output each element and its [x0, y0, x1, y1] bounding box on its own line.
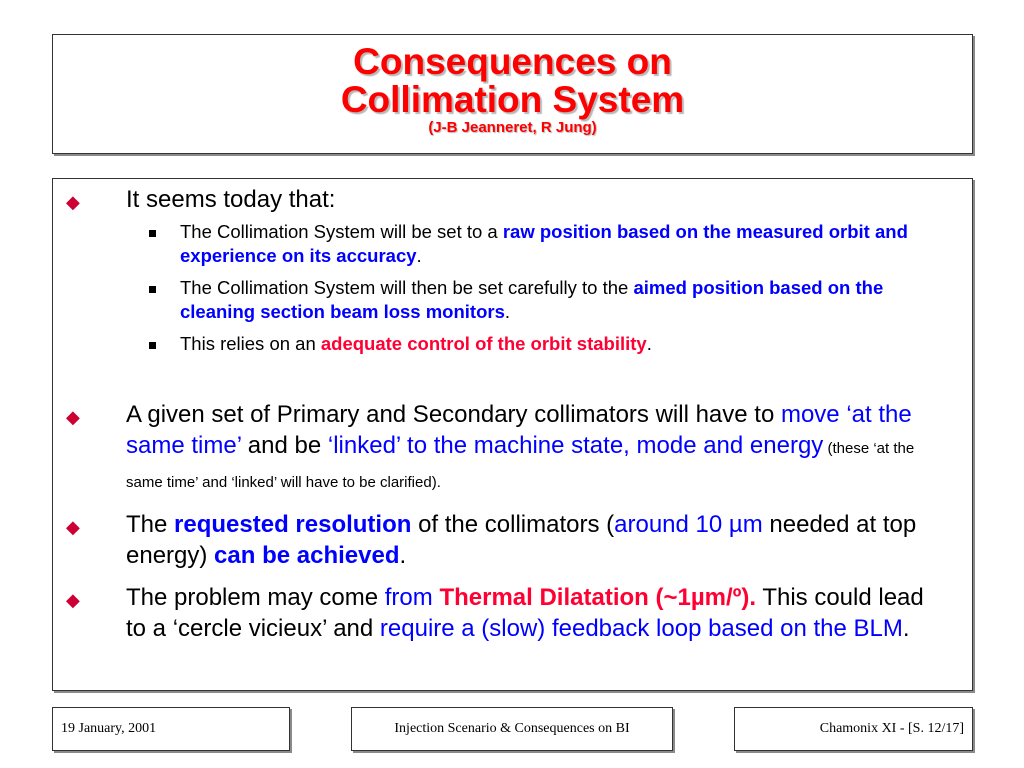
bullet-item-3	[53, 509, 972, 571]
sub-bullet-2-end: .	[504, 301, 511, 322]
diamond-icon: ◆	[66, 590, 80, 610]
sub-bullet-1-text: The Collimation System will be set to a	[180, 221, 503, 242]
bullet-list	[53, 184, 972, 644]
title-box	[52, 34, 973, 154]
sub-bullet-1	[53, 220, 972, 268]
slide-title-line1: Consequences on	[353, 41, 672, 82]
slide-title-line2: Collimation System	[340, 79, 685, 120]
bullet-3-highlight-2: around 10 µm	[614, 511, 763, 538]
bullet-item-4	[53, 582, 972, 644]
bullet-3-text: The	[126, 511, 175, 538]
bullet-item-2	[53, 399, 972, 498]
sub-bullet-2-highlight: aimed position based on the cleaning section beam loss monitors	[180, 277, 884, 322]
bullet-3-highlight-1: requested resolution	[174, 511, 412, 538]
bullet-4-text: The problem may come	[126, 584, 385, 611]
bullet-2-highlight-1: move ‘at the same time’	[126, 401, 912, 459]
footer-date: 19 January, 2001	[52, 707, 290, 751]
bullet-4-end: .	[902, 615, 910, 642]
bullet-4-highlight-3: require a (slow) feedback loop based on the BLM	[379, 615, 903, 642]
bullet-1-text: It seems today that:	[126, 186, 336, 213]
bullet-3-mid-1: of the collimators (	[411, 511, 615, 538]
bullet-3-highlight-3: can be achieved	[214, 542, 400, 569]
footer-title: Injection Scenario & Consequences on BI	[351, 707, 673, 751]
square-icon	[149, 230, 156, 237]
bullet-2-mid: and be	[241, 432, 328, 459]
sub-bullet-1-end: .	[416, 245, 422, 266]
diamond-icon: ◆	[66, 517, 80, 537]
diamond-icon: ◆	[66, 192, 80, 212]
bullet-2-note: (these ‘at the same time’ and ‘linked’ will have to be clarified).	[126, 440, 915, 491]
bullet-item-1	[53, 184, 972, 215]
sub-bullet-3	[53, 332, 972, 356]
sub-bullet-3-text: This relies on an	[180, 333, 321, 354]
diamond-icon: ◆	[66, 407, 80, 427]
content-box	[52, 178, 973, 691]
bullet-4-highlight-1: from	[384, 584, 433, 611]
sub-bullet-2	[53, 276, 972, 324]
bullet-4-highlight-2: Thermal Dilatation (~1µm/º).	[439, 584, 757, 611]
footer-slide-number: Chamonix XI - [S. 12/17]	[734, 707, 973, 751]
sub-bullet-1-highlight: raw position based on the measured orbit and experience on its accuracy	[180, 221, 908, 266]
sub-bullet-3-highlight: adequate control of the orbit stability	[320, 333, 647, 354]
bullet-2-highlight-2: ‘linked’ to the machine state, mode and energy	[327, 432, 824, 459]
bullet-4-mid: This could lead to a ‘cercle vicieux’ and	[126, 584, 924, 642]
sub-bullet-2-text: The Collimation System will then be set carefully to the	[180, 277, 634, 298]
square-icon	[149, 342, 156, 349]
square-icon	[149, 286, 156, 293]
bullet-3-end: .	[399, 542, 407, 569]
slide-authors: (J-B Jeanneret, R Jung)	[428, 119, 597, 136]
bullet-2-text: A given set of Primary and Secondary collimators will have to	[126, 401, 781, 428]
bullet-3-mid-2: needed at top energy)	[126, 511, 917, 569]
sub-bullet-3-end: .	[646, 333, 652, 354]
